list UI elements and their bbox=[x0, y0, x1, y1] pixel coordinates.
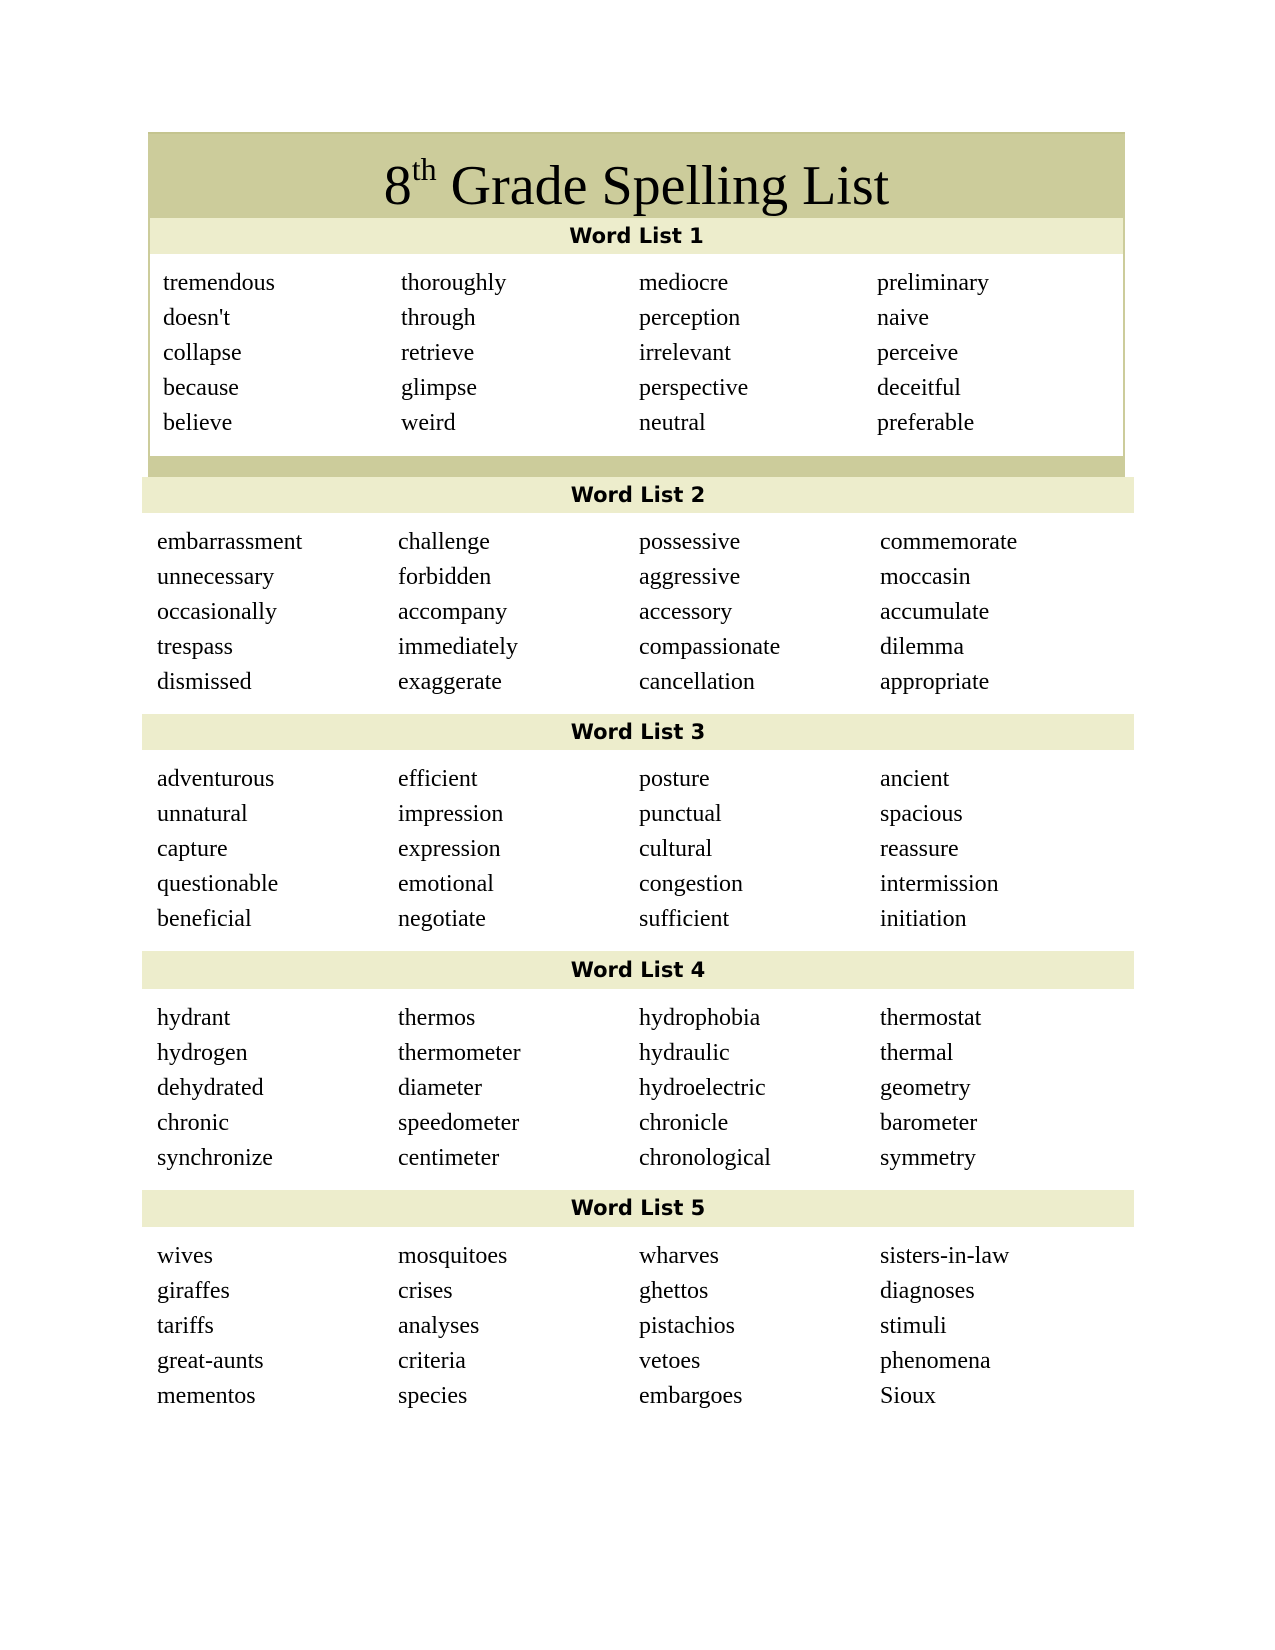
word: emotional bbox=[398, 871, 494, 897]
word: stimuli bbox=[880, 1313, 947, 1339]
word: tariffs bbox=[157, 1313, 214, 1339]
word-list-3-header bbox=[142, 714, 1134, 750]
word: thermos bbox=[398, 1005, 476, 1031]
word: hydraulic bbox=[639, 1040, 730, 1066]
word-column bbox=[880, 1001, 981, 1176]
word: capture bbox=[157, 836, 228, 862]
word-list-4-header bbox=[142, 951, 1134, 989]
word: thermostat bbox=[880, 1005, 982, 1031]
word: congestion bbox=[639, 871, 743, 897]
word: trespass bbox=[157, 634, 233, 660]
word: hydrophobia bbox=[639, 1005, 761, 1031]
word: immediately bbox=[398, 634, 518, 660]
word: crises bbox=[398, 1278, 453, 1304]
word: criteria bbox=[398, 1348, 466, 1374]
word: expression bbox=[398, 836, 501, 862]
word-column bbox=[880, 1239, 1009, 1414]
word: posture bbox=[639, 766, 710, 792]
word: moccasin bbox=[880, 564, 971, 590]
word: wives bbox=[157, 1243, 213, 1269]
word: naive bbox=[877, 305, 929, 331]
word: doesn't bbox=[163, 305, 230, 331]
word: through bbox=[401, 305, 476, 331]
word: preferable bbox=[877, 410, 975, 436]
page-title bbox=[148, 151, 1125, 217]
word-column bbox=[163, 266, 275, 441]
word-list-heading: Word List 4 bbox=[570, 958, 706, 982]
word: cultural bbox=[639, 836, 713, 862]
title-number: 8 bbox=[383, 155, 412, 217]
word: accompany bbox=[398, 599, 508, 625]
word: punctual bbox=[639, 801, 722, 827]
word: thermal bbox=[880, 1040, 954, 1066]
word: sufficient bbox=[639, 906, 730, 932]
word: possessive bbox=[639, 529, 741, 555]
word-list-5-header bbox=[142, 1190, 1134, 1227]
word: appropriate bbox=[880, 669, 990, 695]
word: mediocre bbox=[639, 270, 729, 296]
word: tremendous bbox=[163, 270, 275, 296]
title-banner bbox=[148, 132, 1125, 220]
word-list-heading: Word List 1 bbox=[569, 224, 704, 248]
word: occasionally bbox=[157, 599, 277, 625]
word: hydrogen bbox=[157, 1040, 248, 1066]
word: commemorate bbox=[880, 529, 1018, 555]
word-column bbox=[398, 1239, 507, 1414]
word: negotiate bbox=[398, 906, 486, 932]
word: exaggerate bbox=[398, 669, 502, 695]
word: adventurous bbox=[157, 766, 275, 792]
word: dismissed bbox=[157, 669, 252, 695]
word-column bbox=[157, 1001, 273, 1176]
word: dilemma bbox=[880, 634, 964, 660]
word: chronic bbox=[157, 1110, 229, 1136]
word: ancient bbox=[880, 766, 950, 792]
word-column bbox=[157, 1239, 264, 1414]
word-column bbox=[639, 762, 743, 937]
word: cancellation bbox=[639, 669, 755, 695]
word-column bbox=[398, 762, 503, 937]
word: challenge bbox=[398, 529, 490, 555]
word: collapse bbox=[163, 340, 242, 366]
word-column bbox=[880, 762, 999, 937]
word-column bbox=[398, 525, 518, 700]
word: embarrassment bbox=[157, 529, 303, 555]
word: thoroughly bbox=[401, 270, 507, 296]
word-list-1-header bbox=[150, 218, 1123, 254]
word: analyses bbox=[398, 1313, 480, 1339]
word: geometry bbox=[880, 1075, 971, 1101]
word: phenomena bbox=[880, 1348, 991, 1374]
word: aggressive bbox=[639, 564, 741, 590]
word: barometer bbox=[880, 1110, 978, 1136]
word-column bbox=[157, 762, 278, 937]
word: forbidden bbox=[398, 564, 492, 590]
word: vetoes bbox=[639, 1348, 701, 1374]
word: hydroelectric bbox=[639, 1075, 766, 1101]
word-column bbox=[639, 266, 748, 441]
word: retrieve bbox=[401, 340, 475, 366]
word-list-heading: Word List 2 bbox=[570, 483, 706, 507]
word-list-heading: Word List 5 bbox=[570, 1196, 706, 1220]
word: thermometer bbox=[398, 1040, 521, 1066]
word: beneficial bbox=[157, 906, 252, 932]
word-column bbox=[639, 1001, 771, 1176]
word-column bbox=[401, 266, 506, 441]
word: symmetry bbox=[880, 1145, 976, 1171]
word-column bbox=[639, 525, 780, 700]
word-list-2-header bbox=[142, 477, 1134, 513]
word: perceive bbox=[877, 340, 959, 366]
word: perspective bbox=[639, 375, 749, 401]
word-list-heading: Word List 3 bbox=[570, 720, 706, 744]
word: perception bbox=[639, 305, 741, 331]
word: sisters-in-law bbox=[880, 1243, 1010, 1269]
word: speedometer bbox=[398, 1110, 520, 1136]
word: believe bbox=[163, 410, 233, 436]
word: preliminary bbox=[877, 270, 989, 296]
word: chronological bbox=[639, 1145, 771, 1171]
word: accessory bbox=[639, 599, 733, 625]
word: hydrant bbox=[157, 1005, 231, 1031]
word: impression bbox=[398, 801, 504, 827]
title-ordinal-suffix: th bbox=[411, 151, 437, 187]
word-column bbox=[398, 1001, 521, 1176]
word: weird bbox=[401, 410, 456, 436]
word: mosquitoes bbox=[398, 1243, 508, 1269]
word-column bbox=[877, 266, 989, 441]
word: wharves bbox=[639, 1243, 719, 1269]
word: because bbox=[163, 375, 239, 401]
word: Sioux bbox=[880, 1383, 937, 1409]
word-column bbox=[639, 1239, 743, 1414]
word-column bbox=[880, 525, 1017, 700]
word: species bbox=[398, 1383, 468, 1409]
word: glimpse bbox=[401, 375, 477, 401]
word: deceitful bbox=[877, 375, 961, 401]
word: diameter bbox=[398, 1075, 482, 1101]
word: embargoes bbox=[639, 1383, 743, 1409]
word: questionable bbox=[157, 871, 279, 897]
word: centimeter bbox=[398, 1145, 500, 1171]
title-text: Grade Spelling List bbox=[450, 155, 890, 217]
word: reassure bbox=[880, 836, 959, 862]
word: diagnoses bbox=[880, 1278, 975, 1304]
word: ghettos bbox=[639, 1278, 709, 1304]
word: irrelevant bbox=[639, 340, 731, 366]
word: synchronize bbox=[157, 1145, 273, 1171]
word: mementos bbox=[157, 1383, 256, 1409]
word: unnatural bbox=[157, 801, 248, 827]
word: neutral bbox=[639, 410, 706, 436]
word: accumulate bbox=[880, 599, 990, 625]
word: spacious bbox=[880, 801, 963, 827]
word: pistachios bbox=[639, 1313, 735, 1339]
word: unnecessary bbox=[157, 564, 275, 590]
word: giraffes bbox=[157, 1278, 230, 1304]
word: great-aunts bbox=[157, 1348, 264, 1374]
word: dehydrated bbox=[157, 1075, 264, 1101]
word: compassionate bbox=[639, 634, 781, 660]
word-column bbox=[157, 525, 302, 700]
word: intermission bbox=[880, 871, 999, 897]
word: chronicle bbox=[639, 1110, 729, 1136]
word: initiation bbox=[880, 906, 967, 932]
word: efficient bbox=[398, 766, 478, 792]
